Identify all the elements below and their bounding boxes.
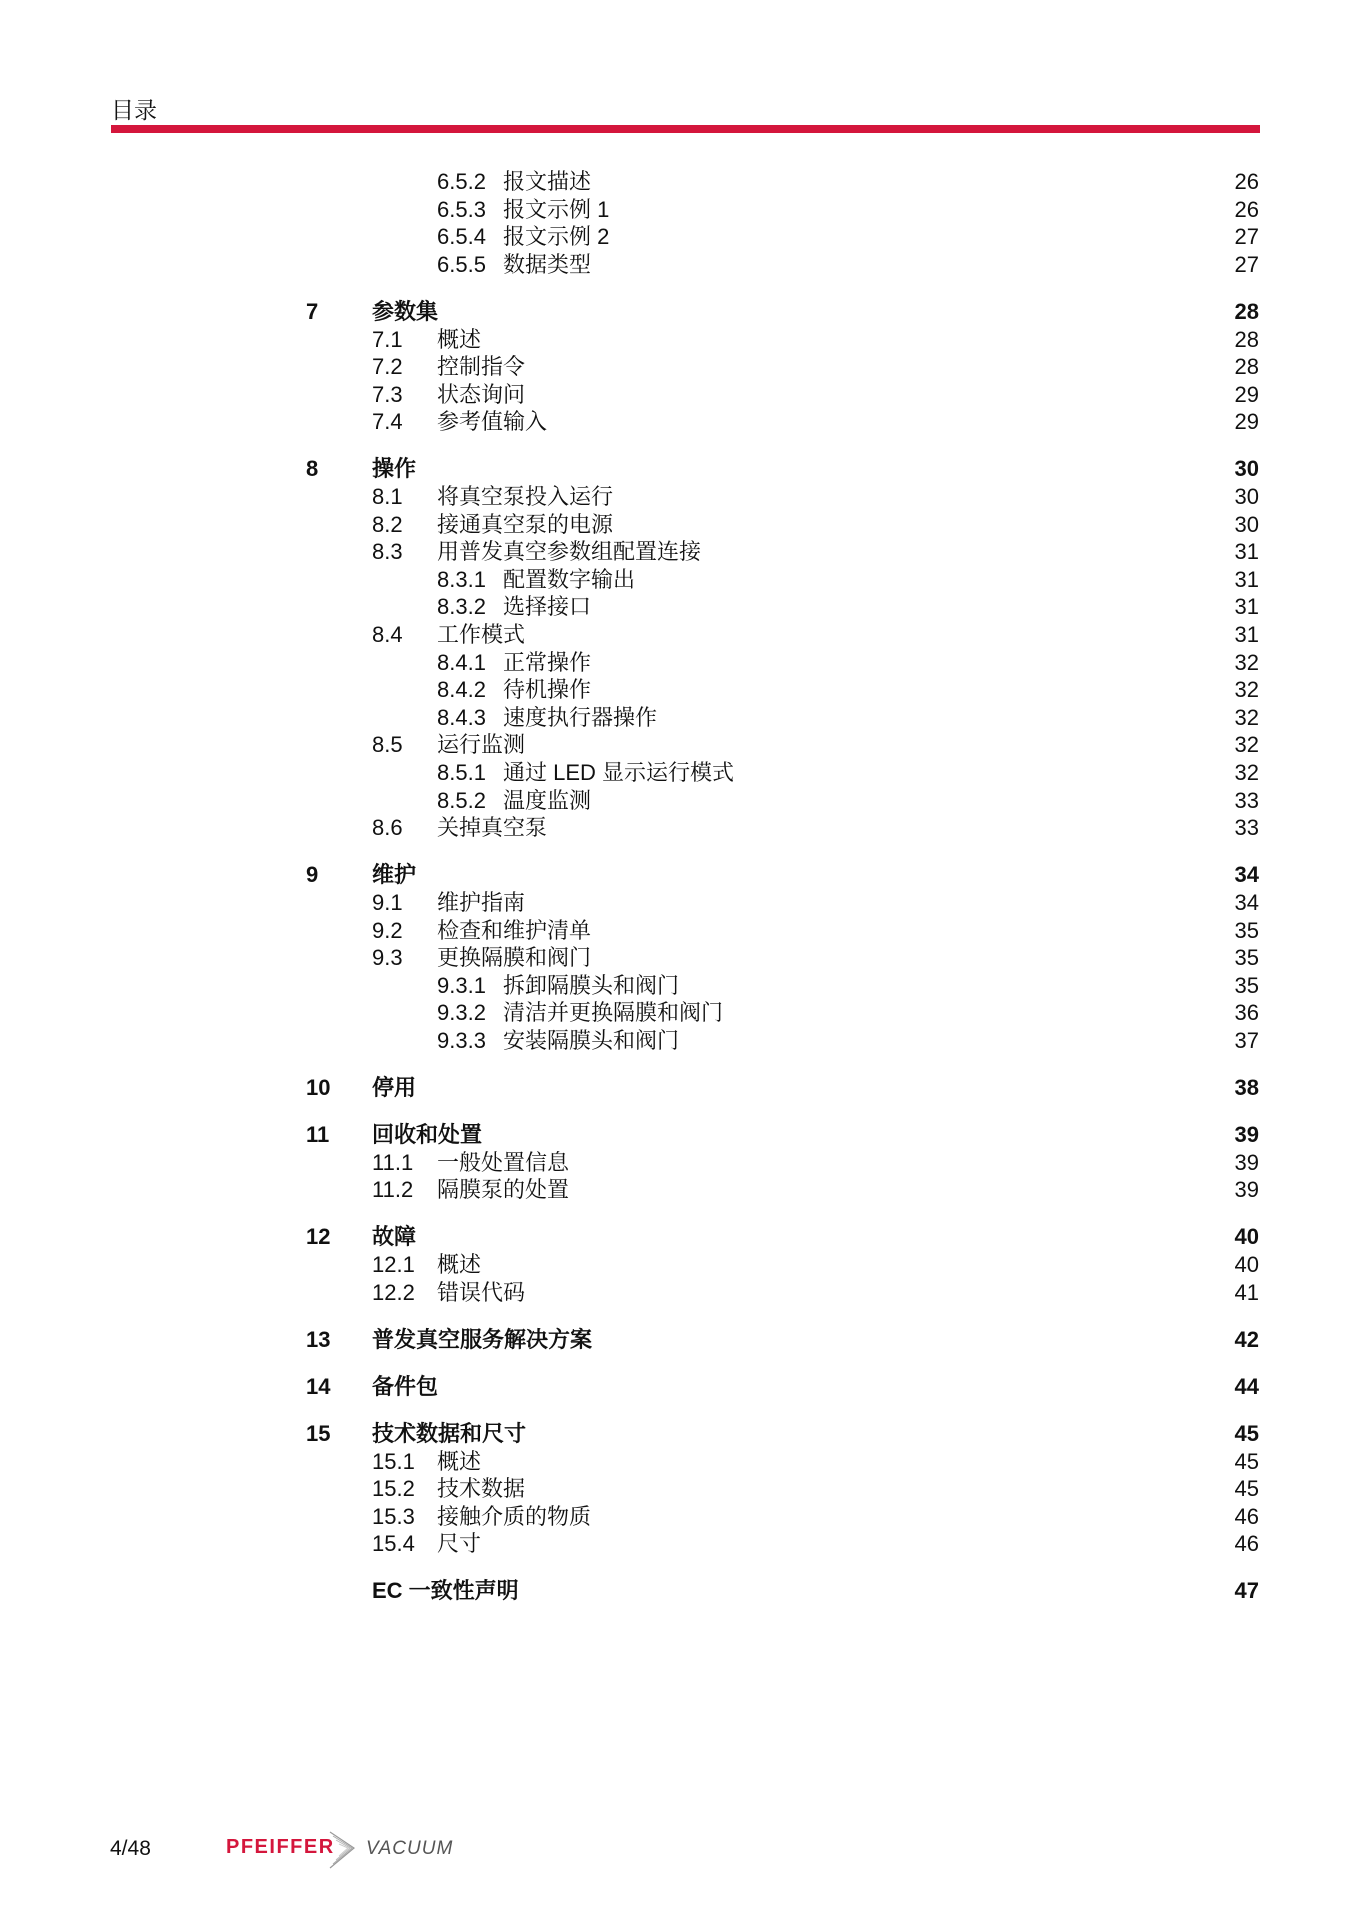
toc-entry-number: 7.2	[372, 354, 403, 380]
toc-entry[interactable]	[0, 1176, 1360, 1204]
toc-entry-number: 7.4	[372, 409, 403, 435]
toc-entry[interactable]	[0, 621, 1360, 649]
toc-entry-number: 9.3.1	[437, 972, 486, 998]
toc-entry-number: 8.3	[372, 539, 403, 565]
toc-entry[interactable]	[0, 168, 1360, 196]
toc-chapter-entry[interactable]	[0, 1074, 1360, 1102]
toc-entry-page: 47	[1234, 1578, 1259, 1604]
toc-entry-page: 28	[1234, 298, 1259, 324]
toc-entry-page: 33	[1234, 787, 1259, 813]
toc-entry-page: 36	[1234, 1000, 1259, 1026]
toc-entry-number: 9.3	[372, 945, 403, 971]
toc-entry[interactable]	[0, 483, 1360, 511]
toc-entry-page: 33	[1234, 815, 1259, 841]
toc-entry-page: 38	[1234, 1075, 1259, 1100]
toc-entry-title: 报文描述	[503, 169, 592, 194]
toc-entry-title: 用普发真空参数组配置连接	[437, 539, 702, 565]
toc-entry-page: 32	[1234, 649, 1259, 675]
toc-entry-page: 29	[1234, 409, 1259, 435]
toc-chapter-entry[interactable]	[0, 861, 1360, 889]
toc-entry-title: 更换隔膜和阀门	[437, 945, 592, 971]
toc-entry[interactable]	[0, 566, 1360, 594]
toc-entry-title: 将真空泵投入运行	[437, 484, 614, 509]
toc-entry[interactable]	[0, 889, 1360, 917]
toc-entry[interactable]	[0, 759, 1360, 787]
toc-entry-page: 28	[1234, 354, 1259, 380]
toc-entry-number: 15	[306, 1420, 331, 1446]
toc-entry-title: 数据类型	[503, 251, 592, 277]
toc-entry-title: 普发真空服务解决方案	[372, 1326, 593, 1352]
toc-entry-page: 31	[1234, 622, 1259, 647]
toc-entry-number: 6.5.5	[437, 251, 486, 277]
toc-entry-title: 通过 LED 显示运行模式	[503, 760, 735, 785]
toc-entry-title: 正常操作	[503, 649, 592, 675]
toc-entry-page: 28	[1234, 326, 1259, 352]
toc-chapter-entry[interactable]	[0, 1577, 1360, 1605]
toc-entry-title: 技术数据	[437, 1476, 526, 1502]
toc-chapter-entry[interactable]	[0, 1420, 1360, 1448]
toc-entry-title: 维护	[372, 862, 417, 888]
toc-entry[interactable]	[0, 944, 1360, 972]
toc-entry-number: 15.2	[372, 1476, 415, 1502]
toc-entry-page: 34	[1234, 889, 1259, 915]
toc-entry-page: 40	[1234, 1252, 1259, 1277]
toc-entry-page: 35	[1234, 972, 1259, 998]
toc-entry[interactable]	[0, 676, 1360, 704]
toc-entry-page: 45	[1234, 1476, 1259, 1502]
toc-entry-title: 隔膜泵的处置	[437, 1177, 570, 1203]
toc-entry-title: 停用	[372, 1075, 417, 1100]
toc-entry[interactable]	[0, 1503, 1360, 1531]
toc-entry-title: 概述	[437, 1252, 482, 1277]
toc-entry-title: 概述	[437, 1448, 482, 1474]
toc-entry-page: 29	[1234, 381, 1259, 407]
toc-entry-number: 8.3.1	[437, 566, 486, 592]
toc-entry-page: 32	[1234, 677, 1259, 703]
toc-entry-number: 8.5	[372, 732, 403, 758]
toc-chapter-entry[interactable]	[0, 1373, 1360, 1401]
toc-entry-number: 8.2	[372, 511, 403, 537]
toc-entry-title: 关掉真空泵	[437, 815, 548, 841]
toc-entry[interactable]	[0, 1448, 1360, 1476]
toc-entry-page: 45	[1234, 1448, 1259, 1474]
toc-entry-title: 清洁并更换隔膜和阀门	[503, 1000, 724, 1026]
toc-chapter-entry[interactable]	[0, 455, 1360, 483]
toc-entry-page: 30	[1234, 511, 1259, 537]
toc-entry-page: 31	[1234, 539, 1259, 565]
page-title: 目录	[111, 97, 157, 123]
toc-entry-page: 35	[1234, 945, 1259, 971]
toc-entry-number: 8.5.1	[437, 760, 486, 785]
toc-entry-number: 9.1	[372, 889, 403, 915]
toc-entry-number: 8.4	[372, 622, 403, 647]
toc-entry-number: 15.3	[372, 1503, 415, 1529]
toc-entry-page: 45	[1234, 1420, 1259, 1446]
toc-entry-title: EC 一致性声明	[372, 1578, 519, 1604]
toc-entry-title: 概述	[437, 326, 482, 352]
toc-entry-page: 37	[1234, 1027, 1259, 1053]
toc-entry-page: 30	[1234, 484, 1259, 509]
toc-entry[interactable]	[0, 704, 1360, 732]
toc-entry-page: 31	[1234, 566, 1259, 592]
toc-entry-title: 接触介质的物质	[437, 1503, 592, 1529]
toc-chapter-entry[interactable]	[0, 298, 1360, 326]
toc-entry-title: 操作	[372, 456, 417, 482]
toc-entry-page: 35	[1234, 917, 1259, 943]
toc-entry-number: 7	[306, 298, 319, 324]
toc-entry-number: 8.6	[372, 815, 403, 841]
logo-sub-text: VACUUM	[366, 1838, 454, 1859]
toc-entry-number: 9.3.2	[437, 1000, 486, 1026]
toc-entry[interactable]	[0, 1251, 1360, 1279]
toc-entry-page: 41	[1234, 1279, 1259, 1305]
toc-entry-title: 控制指令	[437, 354, 526, 380]
toc-entry[interactable]	[0, 196, 1360, 224]
toc-entry[interactable]	[0, 1475, 1360, 1503]
toc-entry[interactable]	[0, 1530, 1360, 1558]
toc-entry-title: 回收和处置	[372, 1122, 483, 1148]
toc-entry-number: 15.4	[372, 1531, 415, 1557]
toc-entry[interactable]	[0, 1149, 1360, 1177]
toc-entry-title: 备件包	[372, 1373, 439, 1399]
toc-entry-title: 技术数据和尺寸	[372, 1420, 527, 1446]
toc-entry-number: 11.1	[372, 1149, 414, 1175]
toc-entry-page: 42	[1234, 1326, 1259, 1352]
toc-chapter-entry[interactable]	[0, 1223, 1360, 1251]
toc-entry-page: 26	[1234, 196, 1259, 222]
toc-entry[interactable]	[0, 814, 1360, 842]
toc-entry[interactable]	[0, 408, 1360, 436]
toc-entry[interactable]	[0, 511, 1360, 539]
toc-entry-number: 13	[306, 1326, 331, 1352]
toc-entry[interactable]	[0, 917, 1360, 945]
toc-entry-title: 选择接口	[503, 594, 592, 620]
toc-entry-page: 39	[1234, 1122, 1259, 1148]
toc-entry-title: 报文示例 2	[503, 224, 610, 250]
toc-entry-title: 速度执行器操作	[503, 704, 658, 730]
toc-entry-page: 40	[1234, 1224, 1259, 1250]
toc-entry-title: 错误代码	[437, 1279, 526, 1305]
toc-entry-number: 6.5.3	[437, 196, 486, 222]
toc-entry-number: 8.5.2	[437, 787, 486, 813]
toc-entry-page: 39	[1234, 1149, 1259, 1175]
toc-entry[interactable]	[0, 649, 1360, 677]
toc-entry-number: 8.4.1	[437, 649, 486, 675]
toc-entry-page: 34	[1234, 862, 1259, 888]
page-number: 4/48	[110, 1837, 151, 1860]
pfeiffer-vacuum-logo	[226, 1830, 466, 1870]
toc-chapter-entry[interactable]	[0, 1326, 1360, 1354]
toc-entry-page: 31	[1234, 594, 1259, 620]
toc-entry-number: 8.4.3	[437, 704, 486, 730]
toc-entry-page: 32	[1234, 732, 1259, 758]
toc-entry-page: 26	[1234, 169, 1259, 194]
toc-entry-number: 15.1	[372, 1448, 415, 1474]
toc-entry[interactable]	[0, 251, 1360, 279]
toc-entry[interactable]	[0, 731, 1360, 759]
toc-entry-number: 11	[306, 1122, 330, 1148]
toc-entry[interactable]	[0, 538, 1360, 566]
toc-entry[interactable]	[0, 593, 1360, 621]
toc-entry-number: 7.3	[372, 381, 403, 407]
toc-entry[interactable]	[0, 972, 1360, 1000]
toc-entry-title: 安装隔膜头和阀门	[503, 1027, 680, 1053]
toc-entry[interactable]	[0, 1027, 1360, 1055]
toc-entry-number: 9.3.3	[437, 1027, 486, 1053]
toc-entry-title: 维护指南	[437, 889, 526, 915]
toc-entry-number: 7.1	[372, 326, 403, 352]
logo-swoosh-icon	[328, 1830, 358, 1870]
toc-entry-number: 14	[306, 1373, 331, 1399]
toc-entry-page: 27	[1234, 224, 1259, 250]
toc-entry-number: 10	[306, 1075, 331, 1100]
toc-entry-number: 12.1	[372, 1252, 415, 1277]
toc-entry-number: 8.4.2	[437, 677, 486, 703]
toc-entry-title: 检查和维护清单	[437, 917, 592, 943]
toc-entry-number: 9.2	[372, 917, 403, 943]
toc-entry-number: 6.5.4	[437, 224, 486, 250]
toc-entry-number: 12.2	[372, 1279, 415, 1305]
toc-entry-title: 参数集	[372, 298, 439, 324]
header-rule	[111, 125, 1260, 133]
toc-entry[interactable]	[0, 353, 1360, 381]
toc-entry-title: 拆卸隔膜头和阀门	[503, 972, 680, 998]
toc-entry-title: 工作模式	[437, 622, 526, 647]
toc-entry-title: 配置数字输出	[503, 566, 636, 592]
toc-entry-page: 39	[1234, 1177, 1259, 1203]
toc-entry-number: 11.2	[372, 1177, 414, 1203]
toc-entry-number: 8.3.2	[437, 594, 486, 620]
toc-entry[interactable]	[0, 326, 1360, 354]
toc-entry[interactable]	[0, 223, 1360, 251]
toc-entry-title: 报文示例 1	[503, 196, 610, 222]
toc-entry[interactable]	[0, 999, 1360, 1027]
toc-entry[interactable]	[0, 787, 1360, 815]
toc-entry-number: 8.1	[372, 484, 403, 509]
toc-entry-number: 12	[306, 1224, 331, 1250]
toc-entry-page: 44	[1234, 1373, 1259, 1399]
toc-entry-number: 6.5.2	[437, 169, 486, 194]
toc-entry-title: 温度监测	[503, 787, 592, 813]
toc-entry-title: 尺寸	[437, 1531, 482, 1557]
toc-entry-page: 46	[1234, 1531, 1259, 1557]
toc-entry-title: 故障	[372, 1224, 417, 1250]
toc-entry-page: 32	[1234, 704, 1259, 730]
toc-entry[interactable]	[0, 381, 1360, 409]
toc-entry-page: 27	[1234, 251, 1259, 277]
toc-entry-title: 参考值输入	[437, 409, 548, 435]
toc-entry-page: 30	[1234, 456, 1259, 482]
toc-entry-title: 接通真空泵的电源	[437, 511, 614, 537]
toc-entry-page: 32	[1234, 760, 1259, 785]
toc-chapter-entry[interactable]	[0, 1121, 1360, 1149]
toc-entry-title: 待机操作	[503, 677, 592, 703]
toc-entry-title: 运行监测	[437, 732, 526, 758]
toc-entry-page: 46	[1234, 1503, 1259, 1529]
toc-entry-title: 一般处置信息	[437, 1149, 570, 1175]
logo-brand-text: PFEIFFER	[226, 1836, 335, 1858]
toc-entry-number: 8	[306, 456, 319, 482]
toc-entry-number: 9	[306, 862, 319, 888]
toc-entry[interactable]	[0, 1279, 1360, 1307]
toc-entry-title: 状态询问	[437, 381, 526, 407]
